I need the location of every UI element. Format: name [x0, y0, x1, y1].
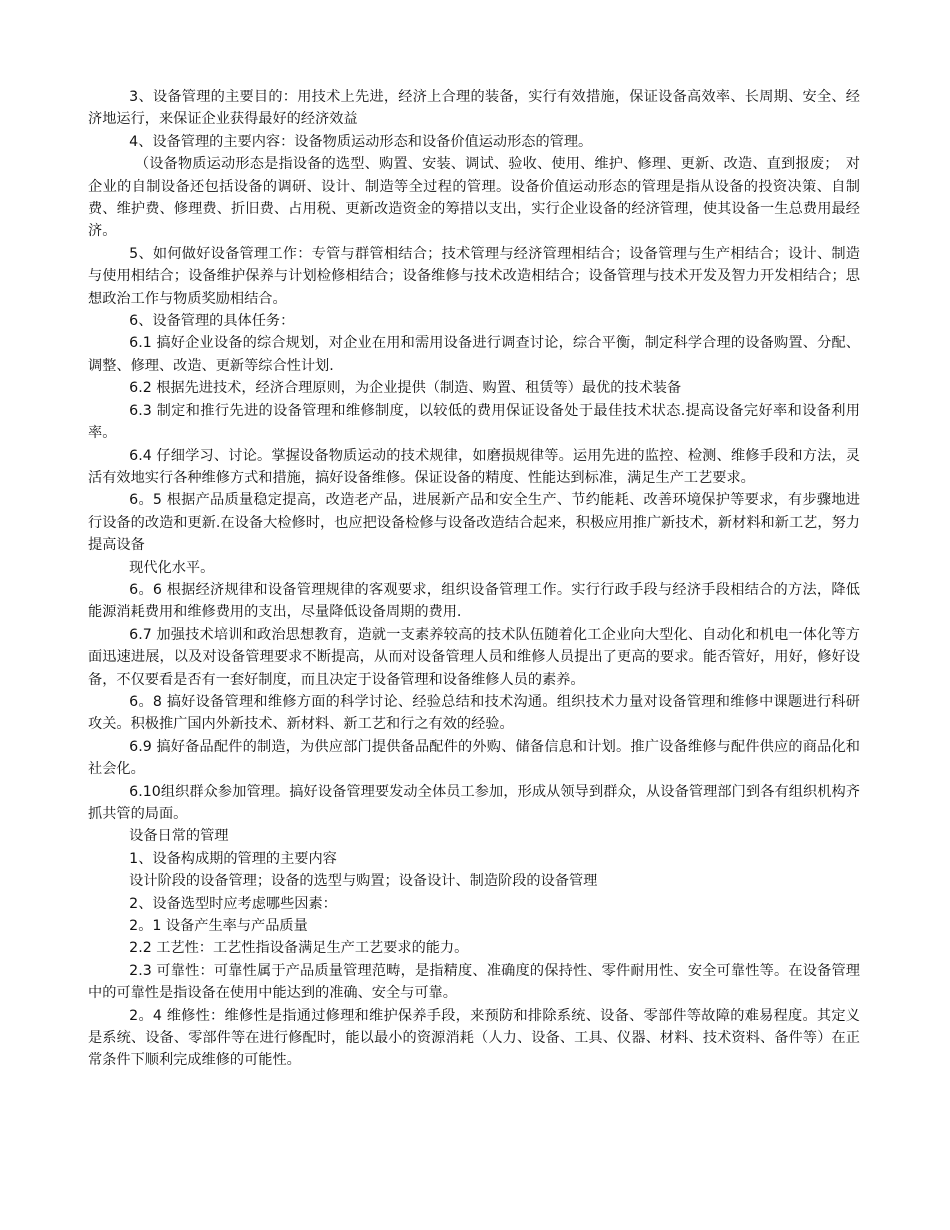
paragraph-factor-2-3: 2.3 可靠性：可靠性属于产品质量管理范畴，是指精度、准确度的保持性、零件耐用性、安全可靠性等。在设备管理中的可靠性是指设备在使用中能达到的准确、安全与可靠。 — [88, 962, 860, 1002]
section-heading-daily: 设备日常的管理 — [129, 828, 229, 845]
paragraph-factor-2-4: 2。4 维修性：维修性是指通过修理和维护保养手段，来预防和排除系统、设备、零部件等故障的难易程度。其定义是系统、设备、零部件等在进行修配时，能以最小的资源消耗（人力、设备、工具、仪器、材料、技术资料、备件等）在正常条件下顺利完成维修的可能性。 — [88, 1007, 860, 1069]
paragraph-selection-factors: 2、设备选型时应考虑哪些因素： — [129, 895, 337, 912]
paragraph-task-6-10: 6.10组织群众参加管理。搞好设备管理要发动全体员工参加，形成从领导到群众，从设备管理部门到各有组织机构齐抓共管的局面。 — [88, 783, 860, 822]
paragraph-task-6-2: 6.2 根据先进技术，经济合理原则，为企业提供（制造、购置、租赁等）最优的技术装备 — [129, 380, 682, 397]
paragraph-task-6-9: 6.9 搞好备品配件的制造，为供应部门提供备品配件的外购、储备信息和计划。推广设备维修与配件供应的商品化和社会化。 — [88, 738, 860, 778]
paragraph-formation-period: 1、设备构成期的管理的主要内容 — [129, 850, 337, 867]
paragraph-task-6-5: 6。5 根据产品质量稳定提高，改造老产品，进展新产品和安全生产、节约能耗、改善环境保护等要求，有步骤地进行设备的改造和更新.在设备大检修时，也应把设备检修与设备改造结合起来，积极应用推广新技术，新材料和新工艺，努力提高设备 — [88, 492, 860, 554]
document-body — [88, 86, 860, 1072]
paragraph-task-6-4: 6.4 仔细学习、讨论。掌握设备物质运动的技术规律，如磨损规律等。运用先进的监控、检测、维修手段和方法，灵活有效地实行各种维修方式和措施，搞好设备维修。保证设备的精度、性能达到标准，满足生产工艺要求。 — [88, 447, 860, 486]
paragraph-task-6-6: 6。6 根据经济规律和设备管理规律的客观要求，组织设备管理工作。实行行政手段与经济手段相结合的方法，降低能源消耗费用和维修费用的支出，尽量降低设备周期的费用. — [88, 581, 860, 621]
paragraph-design-stage: 设计阶段的设备管理；设备的选型与购置；设备设计、制造阶段的设备管理 — [129, 873, 598, 890]
paragraph-factor-2-1: 2。1 设备产生率与产品质量 — [129, 918, 308, 935]
paragraph-tasks-heading: 6、设备管理的具体任务： — [129, 313, 295, 330]
paragraph-task-6-5-cont: 现代化水平。 — [129, 559, 215, 576]
paragraph-task-6-3: 6.3 制定和推行先进的设备管理和维修制度，以较低的费用保证设备处于最佳技术状态.提高设备完好率和设备利用率。 — [88, 402, 860, 442]
paragraph-purpose: 3、设备管理的主要目的：用技术上先进，经济上合理的装备，实行有效措施，保证设备高效率、长周期、安全、经济地运行，来保证企业获得最好的经济效益 — [88, 89, 860, 128]
paragraph-factor-2-2: 2.2 工艺性：工艺性指设备满足生产工艺要求的能力。 — [129, 940, 469, 957]
paragraph-task-6-1: 6.1 搞好企业设备的综合规划，对企业在用和需用设备进行调查讨论，综合平衡，制定科学合理的设备购置、分配、调整、修理、改造、更新等综合性计划. — [88, 335, 860, 374]
paragraph-content: 4、设备管理的主要内容：设备物质运动形态和设备价值运动形态的管理。 — [129, 133, 593, 150]
paragraph-task-6-7: 6.7 加强技术培训和政治思想教育，造就一支素养较高的技术队伍随着化工企业向大型化、自动化和机电一体化等方面迅速进展，以及对设备管理要求不断提高，从而对设备管理人员和维修人员提出了更高的要求。能否管好，用好，修好设备，不仅要看是否有一套好制度，而且决定于设备管理和设备维修人员的素养。 — [88, 626, 860, 688]
paragraph-task-6-8: 6。8 搞好设备管理和维修方面的科学讨论、经验总结和技术沟通。组织技术力量对设备管理和维修中课题进行科研攻关。积极推广国内外新技术、新材料、新工艺和行之有效的经验。 — [88, 693, 860, 733]
paragraph-content-detail: （设备物质运动形态是指设备的选型、购置、安装、调试、验收、使用、维护、修理、更新、改造、直到报废； 对企业的自制设备还包括设备的调研、设计、制造等全过程的管理。设备价值运动形态的管理是指从设备的投资决策、自制费、维护费、修理费、折旧费、占用税、更新改造资金的筹措以支出，实行企业设备的经济管理，使其设备一生总费用最经济。 — [88, 156, 860, 240]
paragraph-how-to: 5、如何做好设备管理工作：专管与群管相结合；技术管理与经济管理相结合；设备管理与生产相结合；设计、制造与使用相结合；设备维护保养与计划检修相结合；设备维修与技术改造相结合；设备管理与技术开发及智力开发相结合；思想政治工作与物质奖励相结合。 — [88, 245, 860, 307]
